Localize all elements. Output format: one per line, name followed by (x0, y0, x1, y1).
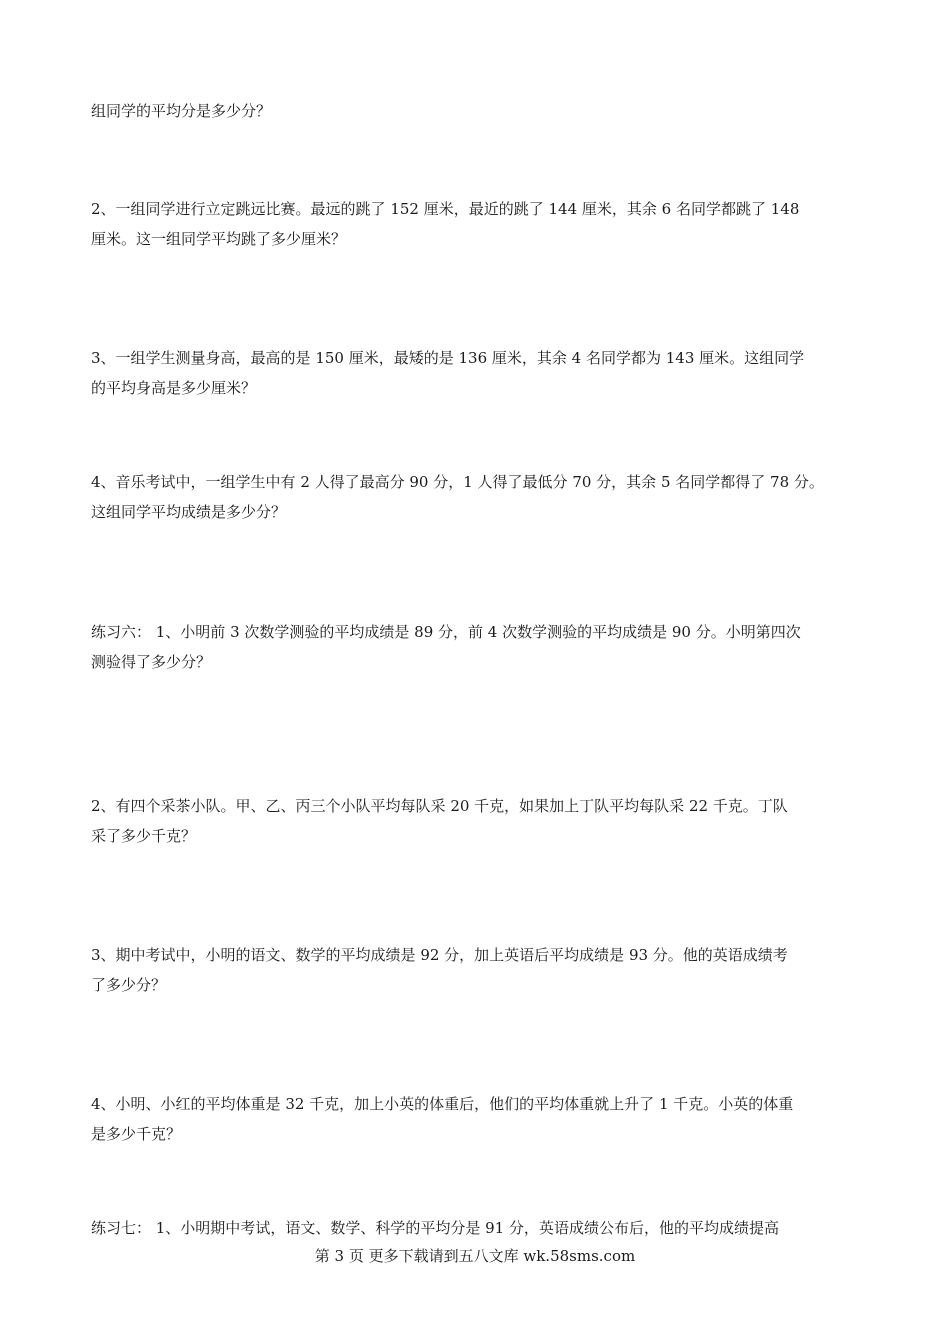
problem-4-music-exam (91, 467, 871, 527)
text-line: 2、有四个采茶小队。甲、乙、丙三个小队平均每队采 20 千克，如果加上丁队平均每队采 22 千克。丁队 (91, 797, 788, 815)
text-line: 的平均身高是多少厘米？ (91, 379, 257, 397)
text-line: 练习六： 1、小明前 3 次数学测验的平均成绩是 89 分，前 4 次数学测验的平均成绩是 90 分。小明第四次 (91, 623, 801, 641)
text-line: 这组同学平均成绩是多少分？ (91, 503, 287, 521)
text-line: 2、一组同学进行立定跳远比赛。最远的跳了 152 厘米，最近的跳了 144 厘米，其余 6 名同学都跳了 148 (91, 200, 800, 218)
problem-2-long-jump (91, 194, 871, 254)
text-line: 3、期中考试中，小明的语文、数学的平均成绩是 92 分，加上英语后平均成绩是 93 分。他的英语成绩考 (91, 946, 788, 964)
text-line: 了多少分？ (91, 976, 167, 994)
exercise-6-problem-3 (91, 940, 871, 1000)
text-line: 练习七： 1、小明期中考试，语文、数学、科学的平均分是 91 分，英语成绩公布后，他的平均成绩提高 (91, 1219, 779, 1237)
text-line: 采了多少千克？ (91, 827, 197, 845)
page-footer: 第 3 页 更多下载请到五八文库 wk.58sms.com (314, 1247, 636, 1265)
text-line: 4、音乐考试中，一组学生中有 2 人得了最高分 90 分，1 人得了最低分 70 分，其余 5 名同学都得了 78 分。 (91, 473, 824, 491)
text-line: 3、一组学生测量身高，最高的是 150 厘米，最矮的是 136 厘米，其余 4 名同学都为 143 厘米。这组同学 (91, 349, 805, 367)
exercise-6-problem-2 (91, 791, 871, 851)
exercise-6-problem-1 (91, 617, 871, 677)
text-line: 厘米。这一组同学平均跳了多少厘米？ (91, 230, 347, 248)
text-line: 组同学的平均分是多少分？ (91, 102, 272, 120)
text-line: 4、小明、小红的平均体重是 32 千克，加上小英的体重后，他们的平均体重就上升了 1 千克。小英的体重 (91, 1095, 794, 1113)
text-line: 是多少千克？ (91, 1125, 182, 1143)
text-line: 测验得了多少分？ (91, 653, 212, 671)
paragraph-continuation (91, 96, 871, 126)
exercise-7-problem-1 (91, 1213, 871, 1243)
exercise-6-problem-4 (91, 1089, 871, 1149)
problem-3-height (91, 343, 871, 403)
